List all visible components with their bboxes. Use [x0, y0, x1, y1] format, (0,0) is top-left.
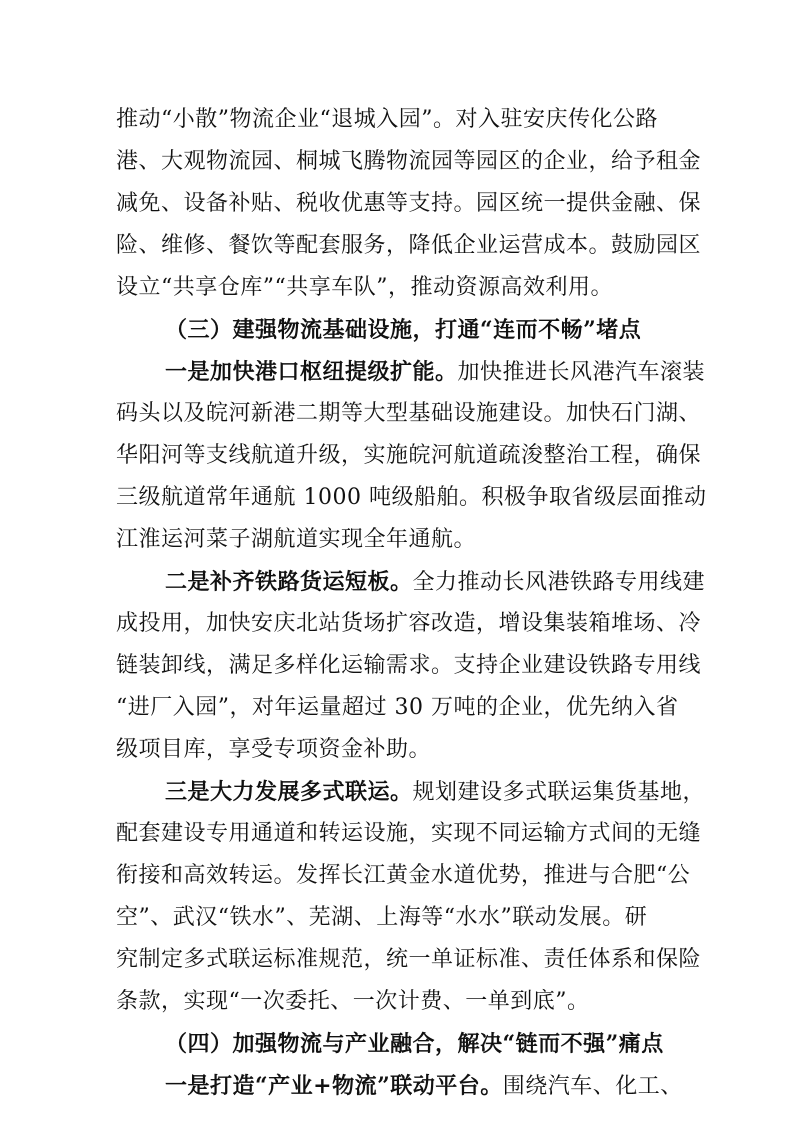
body-line: 三级航道常年通航 1000 吨级船舶。积极争取省级层面推动 [116, 485, 707, 510]
body-line: 推动“小散”物流企业“退城入园”。对入驻安庆传化公路 [116, 107, 658, 132]
paragraph-lead-rest: 围绕汽车、化工、 [502, 1074, 683, 1099]
body-line: 险、维修、餐饮等配套服务，降低企业运营成本。鼓励园区 [116, 233, 702, 258]
paragraph-first-line [165, 1066, 681, 1106]
body-line: “进厂入园”，对年运量超过 30 万吨的企业，优先纳入省 [116, 695, 679, 720]
paragraph-lead-rest: 加快推进长风港汽车滚装 [457, 360, 706, 385]
body-line: 链装卸线，满足多样化运输需求。支持企业建设铁路专用线 [116, 653, 702, 678]
body-line: 设立“共享仓库”“共享车队”，推动资源高效利用。 [116, 275, 613, 300]
paragraph-lead-rest: 规划建设多式联运集货基地， [412, 780, 706, 805]
body-line: 级项目库，享受专项资金补助。 [116, 737, 432, 762]
body-line: 配套建设专用通道和转运设施，实现不同运输方式间的无缝 [116, 821, 702, 846]
paragraph-first-line [165, 772, 706, 812]
paragraph-lead-rest: 全力推动长风港铁路专用线建 [412, 570, 706, 595]
paragraph-lead: 二是补齐铁路货运短板。 [165, 569, 413, 595]
section-heading: （三）建强物流基础设施，打通“连而不畅”堵点 [165, 317, 642, 343]
body-line: 减免、设备补贴、税收优惠等支持。园区统一提供金融、保 [116, 191, 702, 216]
body-line: 究制定多式联运标准规范，统一单证标准、责任体系和保险 [116, 947, 702, 972]
paragraph-first-line [165, 562, 706, 602]
body-line: 华阳河等支线航道升级，实施皖河航道疏浚整治工程，确保 [116, 443, 702, 468]
body-line: 成投用，加快安庆北站货场扩容改造，增设集装箱堆场、冷 [116, 611, 702, 636]
body-line: 码头以及皖河新港二期等大型基础设施建设。加快石门湖、 [116, 401, 702, 426]
body-line: 空”、武汉“铁水”、芜湖、上海等“水水”联动发展。研 [116, 905, 648, 930]
body-line: 港、大观物流园、桐城飞腾物流园等园区的企业，给予租金 [116, 149, 702, 174]
body-line: 江淮运河菜子湖航道实现全年通航。 [116, 527, 477, 552]
paragraph-first-line [165, 352, 706, 392]
body-line: 衔接和高效转运。发挥长江黄金水道优势，推进与合肥“公 [116, 863, 691, 888]
paragraph-lead: 三是大力发展多式联运。 [165, 779, 413, 805]
section-heading: （四）加强物流与产业融合，解决“链而不强”痛点 [165, 1031, 664, 1057]
paragraph-lead: 一是打造“产业+物流”联动平台。 [165, 1073, 503, 1099]
body-line: 条款，实现“一次委托、一次计费、一单到底”。 [116, 989, 590, 1014]
paragraph-lead: 一是加快港口枢纽提级扩能。 [165, 359, 458, 385]
